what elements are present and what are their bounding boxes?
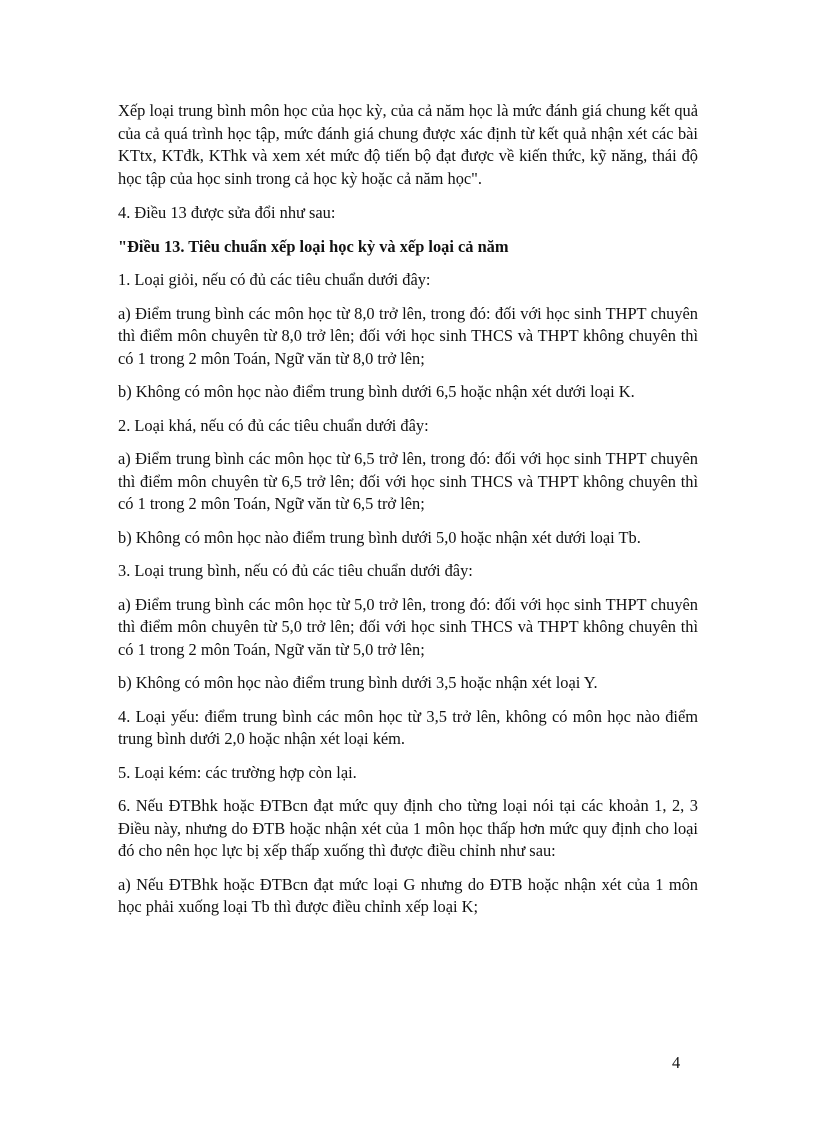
item-1-loai-gioi: 1. Loại giỏi, nếu có đủ các tiêu chuẩn dưới đây: [118, 270, 431, 289]
paragraph-xep-loai-trung-binh-mon: Xếp loại trung bình môn học của học kỳ, của cả năm học là mức đánh giá chung kết quả của cả quá trình học tập, mức đánh giá chung được xác định từ kết quả nhận xét các bài KTtx, KTđk, KThk và xem xét mức độ tiến bộ đạt được về kiến thức, kỹ năng, thái độ học tập của học sinh trong cả học kỳ hoặc cả năm học". [118, 101, 698, 188]
page-number: 4 [672, 1053, 681, 1072]
paragraph-dieu-13-sua-doi: 4. Điều 13 được sửa đổi như sau: [118, 203, 336, 222]
item-2-loai-kha: 2. Loại khá, nếu có đủ các tiêu chuẩn dưới đây: [118, 415, 429, 435]
item-3-loai-trung-binh: 3. Loại trung bình, nếu có đủ các tiêu chuẩn dưới đây: [118, 561, 473, 580]
item-2a: a) Điểm trung bình các môn học từ 6,5 trở lên, trong đó: đối với học sinh THPT chuyên thì điểm môn chuyên từ 6,5 trở lên; đối với học sinh THCS và THPT không chuyên thì có 1 trong 2 môn Toán, Ngữ văn từ 6,5 trở lên; [118, 449, 698, 513]
document-body [118, 100, 698, 930]
item-3b: b) Không có môn học nào điểm trung bình dưới 3,5 hoặc nhận xét loại Y. [118, 673, 598, 692]
section-heading-dieu-13: "Điều 13. Tiêu chuẩn xếp loại học kỳ và xếp loại cả năm [118, 236, 509, 256]
item-6a: a) Nếu ĐTBhk hoặc ĐTBcn đạt mức loại G nhưng do ĐTB hoặc nhận xét của 1 môn học phải xuống loại Tb thì được điều chỉnh xếp loại K; [118, 874, 698, 916]
item-1a: a) Điểm trung bình các môn học từ 8,0 trở lên, trong đó: đối với học sinh THPT chuyên thì điểm môn chuyên từ 8,0 trở lên; đối với học sinh THCS và THPT không chuyên thì có 1 trong 2 môn Toán, Ngữ văn từ 8,0 trở lên; [118, 303, 698, 368]
item-3a: a) Điểm trung bình các môn học từ 5,0 trở lên, trong đó: đối với học sinh THPT chuyên thì điểm môn chuyên từ 5,0 trở lên; đối với học sinh THCS và THPT không chuyên thì có 1 trong 2 môn Toán, Ngữ văn từ 5,0 trở lên; [118, 594, 698, 659]
item-4-loai-yeu: 4. Loại yếu: điểm trung bình các môn học từ 3,5 trở lên, không có môn học nào điểm trung bình dưới 2,0 hoặc nhận xét loại kém. [118, 706, 698, 748]
item-2b: b) Không có môn học nào điểm trung bình dưới 5,0 hoặc nhận xét dưới loại Tb. [118, 527, 641, 547]
item-1b: b) Không có môn học nào điểm trung bình dưới 6,5 hoặc nhận xét dưới loại K. [118, 382, 635, 401]
item-6-dieu-chinh: 6. Nếu ĐTBhk hoặc ĐTBcn đạt mức quy định cho từng loại nói tại các khoản 1, 2, 3 Điều này, nhưng do ĐTB hoặc nhận xét của 1 môn học thấp hơn mức quy định cho loại đó cho nên học lực bị xếp thấp xuống thì được điều chỉnh như sau: [118, 796, 698, 860]
item-5-loai-kem: 5. Loại kém: các trường hợp còn lại. [118, 762, 357, 782]
